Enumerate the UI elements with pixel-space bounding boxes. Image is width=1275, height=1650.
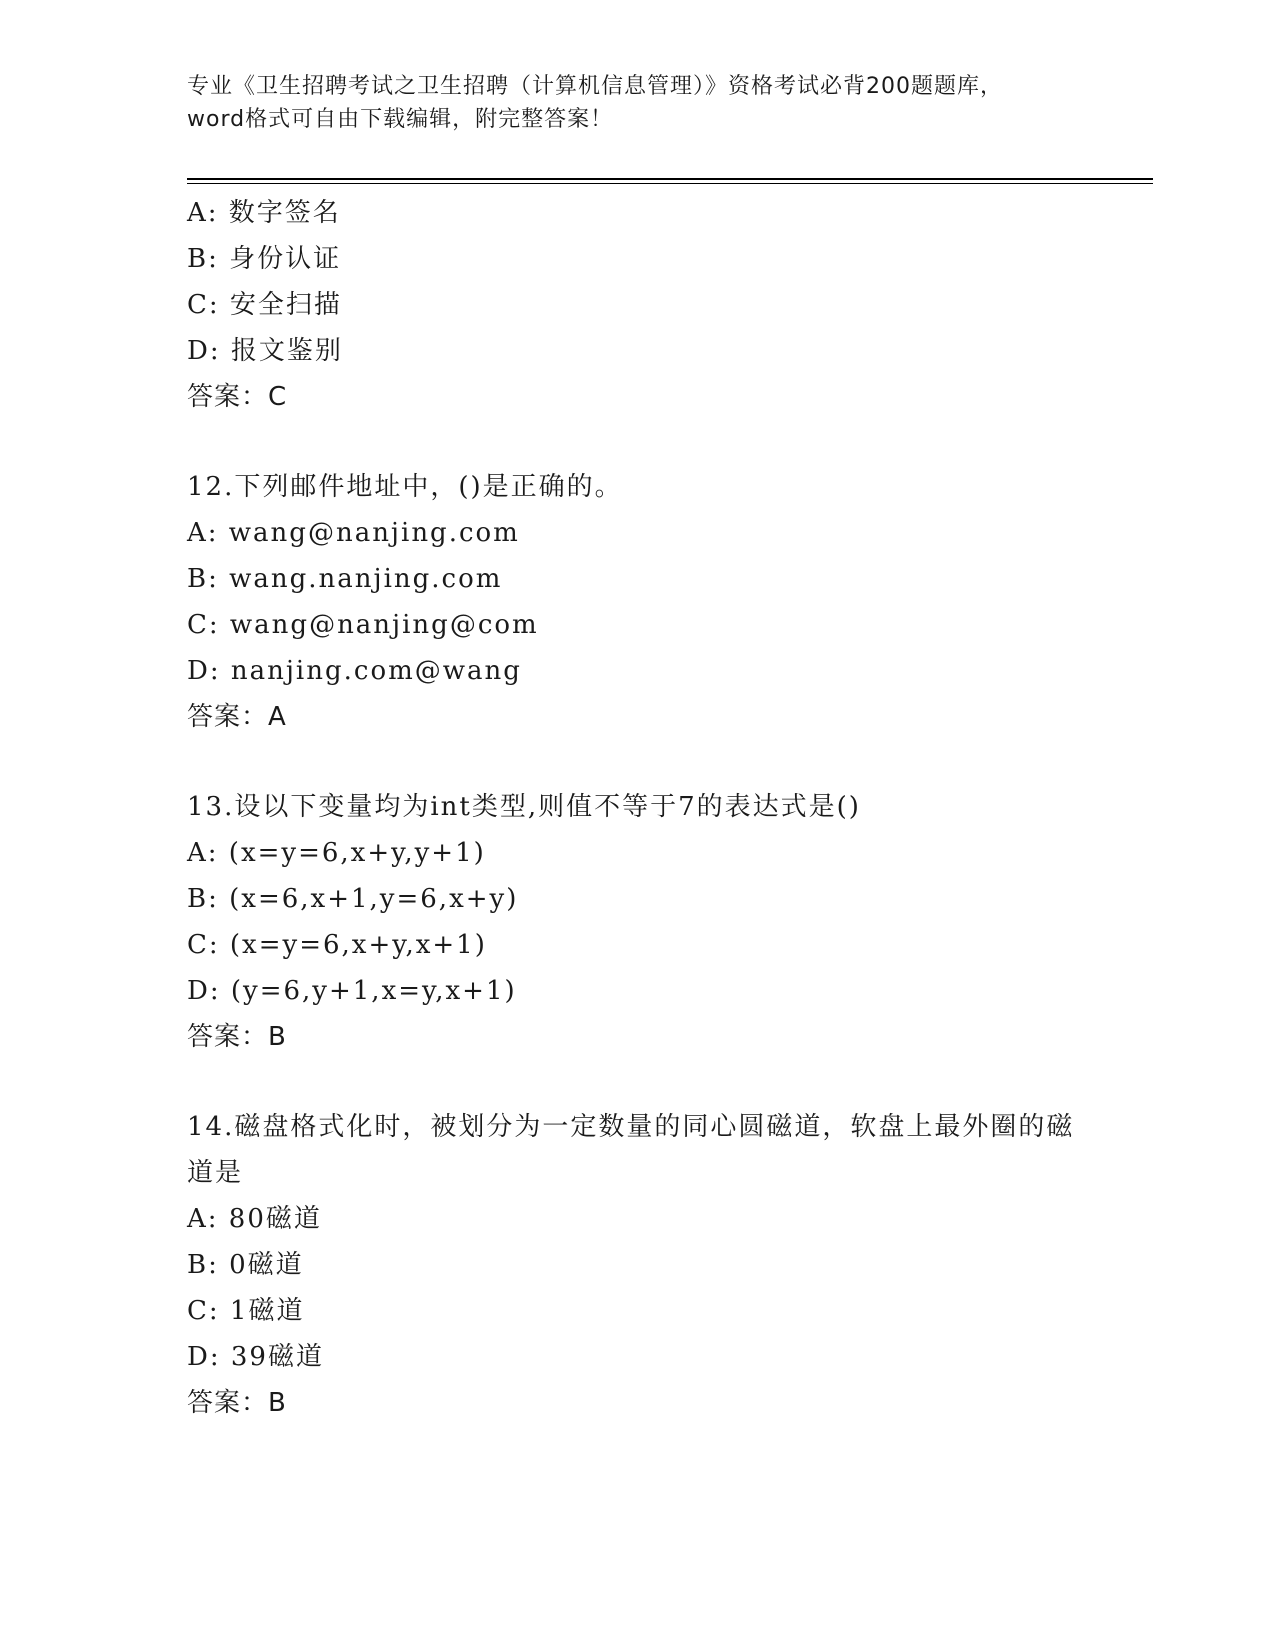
option-a: A: 数字签名: [187, 198, 341, 228]
option-b: B: 0磁道: [187, 1250, 304, 1280]
option-c: C: wang@nanjing@com: [187, 610, 539, 640]
question-block-14: [187, 1104, 1147, 1426]
answer-line: 答案：C: [187, 382, 288, 412]
option-a: A: wang@nanjing.com: [187, 518, 520, 548]
option-d: D: 报文鉴别: [187, 336, 343, 366]
question-list: [187, 190, 1147, 1426]
question-text: 14.磁盘格式化时，被划分为一定数量的同心圆磁道，软盘上最外圈的磁道是: [187, 1112, 1075, 1188]
document-header: [187, 70, 1087, 136]
question-text: 13.设以下变量均为int类型,则值不等于7的表达式是(): [187, 792, 861, 822]
option-b: B: (x=6,x+1,y=6,x+y): [187, 884, 519, 914]
question-block-11: [187, 190, 1147, 420]
option-c: C: 1磁道: [187, 1296, 305, 1326]
option-a: A: (x=y=6,x+y,y+1): [187, 838, 486, 868]
question-block-12: [187, 464, 1147, 740]
option-b: B: wang.nanjing.com: [187, 564, 503, 594]
option-a: A: 80磁道: [187, 1204, 322, 1234]
option-c: C: 安全扫描: [187, 290, 342, 320]
answer-line: 答案：B: [187, 1388, 287, 1418]
header-rule-thick: [187, 178, 1153, 180]
option-d: D: nanjing.com@wang: [187, 656, 522, 686]
question-block-13: [187, 784, 1147, 1060]
question-text: 12.下列邮件地址中，()是正确的。: [187, 472, 623, 502]
header-line-2: word格式可自由下载编辑，附完整答案！: [187, 107, 614, 132]
option-c: C: (x=y=6,x+y,x+1): [187, 930, 487, 960]
answer-line: 答案：A: [187, 702, 287, 732]
option-d: D: (y=6,y+1,x=y,x+1): [187, 976, 517, 1006]
option-d: D: 39磁道: [187, 1342, 324, 1372]
header-rule-thin: [187, 183, 1153, 184]
header-line-1: 专业《卫生招聘考试之卫生招聘（计算机信息管理）》资格考试必背200题题库，: [187, 74, 1003, 99]
answer-line: 答案：B: [187, 1022, 287, 1052]
option-b: B: 身份认证: [187, 244, 342, 274]
